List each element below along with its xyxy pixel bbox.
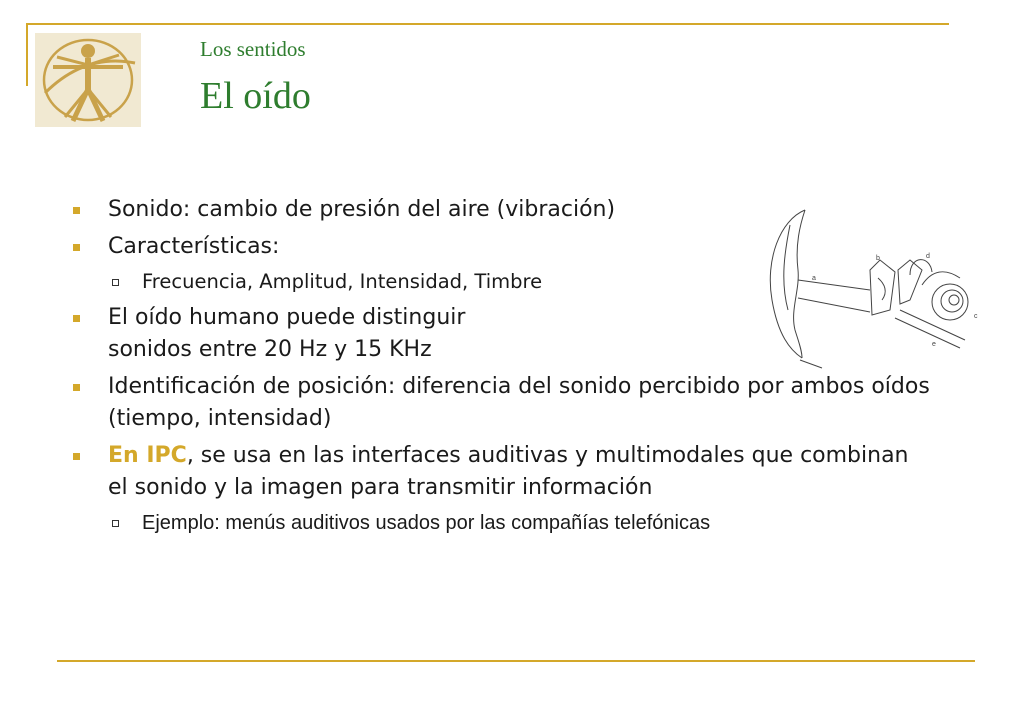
bullet-text: , se usa en las interfaces auditivas y multimodales que combinan el sonido y la imagen para transmitir información	[108, 443, 909, 500]
bullet-text: Características:	[108, 234, 280, 259]
list-item	[70, 440, 930, 504]
ear-label: a	[812, 275, 816, 282]
highlight-text: En IPC	[108, 443, 187, 468]
slide-title: El oído	[200, 75, 311, 117]
bullet-text: Identificación de posición: diferencia del sonido percibido por ambos oídos (tiempo, intensidad)	[108, 374, 930, 431]
ear-label: e	[932, 341, 936, 348]
ear-label: d	[926, 253, 930, 260]
list-item	[70, 371, 930, 435]
square-bullet-icon	[73, 315, 80, 322]
bullet-text: Sonido: cambio de presión del aire (vibración)	[108, 197, 616, 222]
sub-bullet-text: Frecuencia, Amplitud, Intensidad, Timbre	[142, 270, 543, 293]
bullet-text: El oído humano puede distinguir	[108, 305, 466, 330]
hollow-square-bullet-icon	[112, 520, 119, 527]
ear-anatomy-diagram	[760, 200, 982, 370]
square-bullet-icon	[73, 453, 80, 460]
top-rule	[26, 23, 949, 25]
sub-list-item	[70, 509, 930, 537]
hollow-square-bullet-icon	[112, 279, 119, 286]
bottom-rule	[57, 660, 975, 662]
vitruvian-man-logo	[35, 33, 141, 127]
left-rule	[26, 23, 28, 86]
slide-subtitle: Los sentidos	[200, 37, 306, 61]
square-bullet-icon	[73, 244, 80, 251]
ear-label: b	[876, 255, 880, 262]
ear-label: c	[974, 313, 978, 320]
square-bullet-icon	[73, 207, 80, 214]
square-bullet-icon	[73, 384, 80, 391]
bullet-text-line2: sonidos entre 20 Hz y 15 KHz	[108, 337, 432, 362]
sub-bullet-text: Ejemplo: menús auditivos usados por las compañías telefónicas	[142, 512, 711, 534]
